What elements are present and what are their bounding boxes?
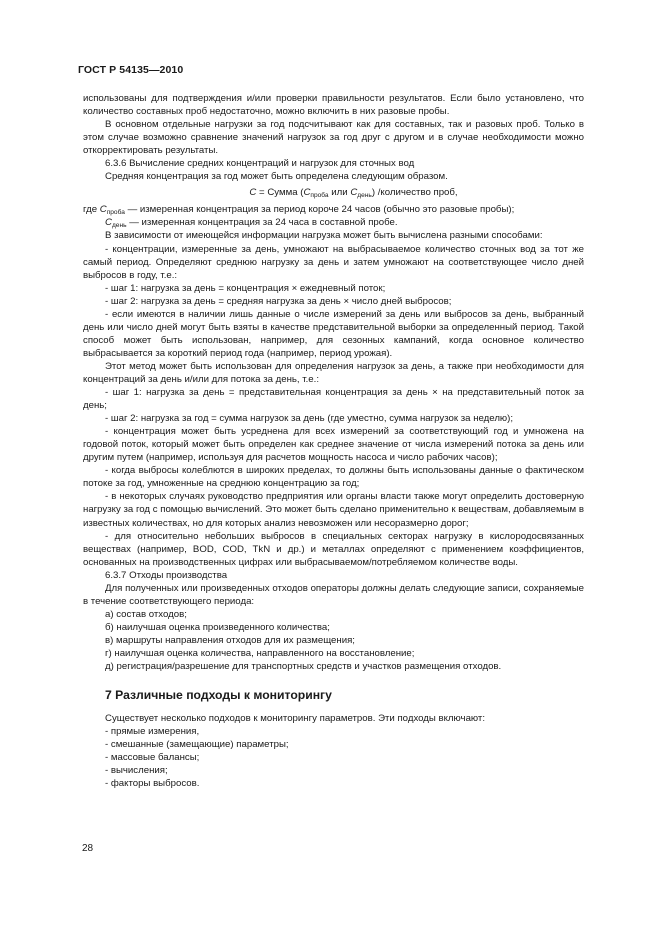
list-item: - шаг 1: нагрузка за день = представительная концентрация за день × на представительный поток за день;: [83, 387, 584, 412]
formula-legend: [83, 216, 584, 229]
list-item: а) состав отходов;: [105, 608, 187, 620]
subsection-heading-6-3-7: 6.3.7 Отходы производства: [105, 569, 228, 581]
formula-subscript: проба: [310, 192, 329, 200]
paragraph: - концентрация может быть усреднена для всех измерений за соответствующий год и умножена на годовой поток, который может быть определен как среднее значение от числа измерений потока за день или другим путем (например, используя для расчетов мощность насоса и число рабочих часов);: [83, 426, 584, 464]
list-item: - шаг 2: нагрузка за год = сумма нагрузок за день (где уместно, сумма нагрузок за неделю);: [105, 413, 514, 425]
legend-subscript: день: [111, 222, 127, 230]
legend-text: — измеренная концентрация за период короче 24 часов (обычно это разовые пробы);: [124, 204, 515, 216]
paragraph: - в некоторых случаях руководство предприятия или органы власти также могут определить достоверную нагрузку за год с помощью вычислений. Это может быть сделано применительно к веществам, добавляемым в известных количествах, но для которых анализ невозможен или несоразмерно дорог;: [83, 491, 584, 529]
paragraph: - когда выбросы колеблются в широких пределах, то должны быть использованы данные о фактическом потоке за год, умноженные на среднюю концентрацию за год;: [83, 465, 584, 490]
paragraph: - концентрации, измеренные за день, умножают на выбрасываемое количество сточных вод за тот же самый период. Определяют среднюю нагрузку за день и затем умножают на соответствующее число дней выбросов в году, т.е.:: [83, 243, 584, 281]
list-item: г) наилучшая оценка количества, направленного на восстановление;: [105, 647, 415, 659]
legend-var: C: [99, 204, 107, 216]
paragraph: Существует несколько подходов к мониторингу параметров. Эти подходы включают:: [105, 713, 486, 725]
paragraph: Для полученных или произведенных отходов операторы должны делать следующие записи, сохраняемые в течение соответствующего периода:: [83, 582, 584, 607]
subsection-heading-6-3-6: 6.3.6 Вычисление средних концентраций и нагрузок для сточных вод: [105, 158, 415, 170]
formula-text: или: [328, 187, 351, 199]
formula-var: C: [350, 187, 358, 199]
page-number: 28: [82, 843, 94, 854]
legend-var: C: [105, 217, 112, 229]
legend-subscript: проба: [106, 209, 125, 217]
list-item: - факторы выбросов.: [105, 778, 200, 790]
formula-var: C: [249, 187, 257, 199]
section-heading-7: 7 Различные подходы к мониторингу: [105, 688, 332, 703]
paragraph: В основном отдельные нагрузки за год подсчитывают как для составных, так и разовых проб. Только в этом случае возможно сравнение значений нагрузок за год друг с другом и в случае необходимости можно откорректировать результаты.: [83, 119, 584, 157]
formula-var: C: [303, 187, 311, 199]
document-header: ГОСТ Р 54135—2010: [78, 64, 184, 76]
list-item: - смешанные (замещающие) параметры;: [105, 739, 289, 751]
list-item: - прямые измерения,: [105, 726, 200, 738]
paragraph: В зависимости от имеющейся информации нагрузка может быть вычислена разными способами:: [105, 230, 543, 242]
paragraph: - для относительно небольших выбросов в специальных секторах нагрузку в кислородосвязанных веществах (например, BOD, COD, TkN и др.) и металлах определяют с применением коэффициентов, основанных на производственных цифрах или выбрасываемом/потребляемом количестве воды.: [83, 530, 584, 568]
paragraph: использованы для подтверждения и/или проверки правильности результатов. Если было установлено, что количество составных проб недостаточно, можно включить в них разовые пробы.: [83, 93, 584, 118]
paragraph: - если имеются в наличии лишь данные о числе измерений за день или выбросов за день, выбранный день или число дней могут быть взяты в качестве представительной выборки за определенный период. Такой способ может быть использован, например, для сезонных кампаний, когда основное количество выбрасывается за короткий период года (например, период урожая).: [83, 308, 584, 359]
formula-subscript: день: [357, 192, 372, 200]
formula-text: = Сумма (: [256, 187, 304, 199]
list-item: - шаг 1: нагрузка за день = концентрация × ежедневный поток;: [105, 282, 386, 294]
legend-text: где: [83, 204, 100, 216]
list-item: - шаг 2: нагрузка за день = средняя нагрузка за день × число дней выбросов;: [105, 295, 452, 307]
formula: [83, 186, 584, 199]
formula-text: ) /количество проб,: [371, 187, 458, 199]
legend-text: — измеренная концентрация за 24 часа в составной пробе.: [126, 217, 398, 229]
list-item: - массовые балансы;: [105, 752, 200, 764]
paragraph: Средняя концентрация за год может быть определена следующим образом.: [105, 171, 448, 183]
list-item: - вычисления;: [105, 765, 168, 777]
list-item: б) наилучшая оценка произведенного количества;: [105, 621, 330, 633]
list-item: в) маршруты направления отходов для их размещения;: [105, 634, 355, 646]
formula-legend: [83, 203, 584, 216]
list-item: д) регистрация/разрешение для транспортных средств и участков размещения отходов.: [105, 661, 502, 673]
page-body: [83, 92, 584, 790]
paragraph: Этот метод может быть использован для определения нагрузок за день, а также при необходимости для концентраций за день и/или для потока за день, т.е.:: [83, 360, 584, 385]
